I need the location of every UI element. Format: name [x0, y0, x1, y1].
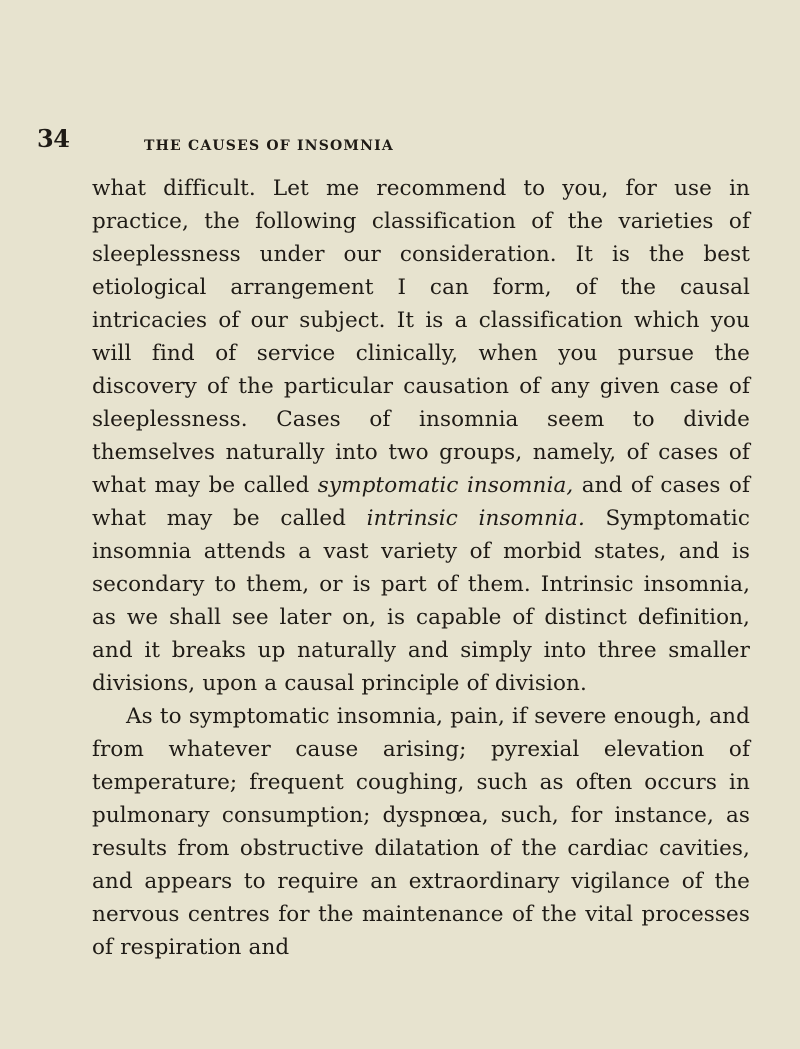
body-text — [92, 172, 750, 964]
paragraph-2: As to symptomatic insomnia, pain, if severe enough, and from whatever cause arising; pyrexial elevation of temperature; frequent coughing, such as often occurs in pulmonary consumption; dyspnœa, such, for instance, as results from obstructive dilatation of the cardiac cavities, and appears to require an extraordinary vigilance of the nervous centres for the maintenance of the vital processes of respiration and — [92, 704, 750, 960]
running-title: THE CAUSES OF INSOMNIA — [144, 138, 394, 154]
paragraph-1-text-part-1: what difficult. Let me recommend to you, for use in practice, the following classification of the varieties of sleeplessness under our consideration. It is the best etiological arrangement I can form, of the causal intricacies of our subject. It is a classification which you will find of service clinically, when you pursue the discovery of the particular causation of any given case of sleeplessness. Cases of insomnia seem to divide themselves naturally into two groups, namely, of cases of what may be called — [92, 176, 750, 498]
paragraph-1 — [92, 172, 750, 700]
paragraph-1-text-part-3: Symptomatic insomnia attends a vast variety of morbid states, and is secondary to them, or is part of them. Intrinsic insomnia, as we shall see later on, is capable of distinct definition, and it breaks up naturally and simply into three smaller divisions, upon a causal principle of division. — [92, 506, 750, 696]
page-number: 34 — [37, 124, 70, 153]
paragraph-1-text-part-2: and of cases of what may be called — [92, 473, 750, 531]
page-header — [37, 124, 750, 162]
book-page — [37, 124, 750, 964]
italic-symptomatic-insomnia: symptomatic insomnia, — [317, 473, 574, 498]
italic-intrinsic-insomnia: intrinsic insomnia. — [366, 506, 585, 531]
